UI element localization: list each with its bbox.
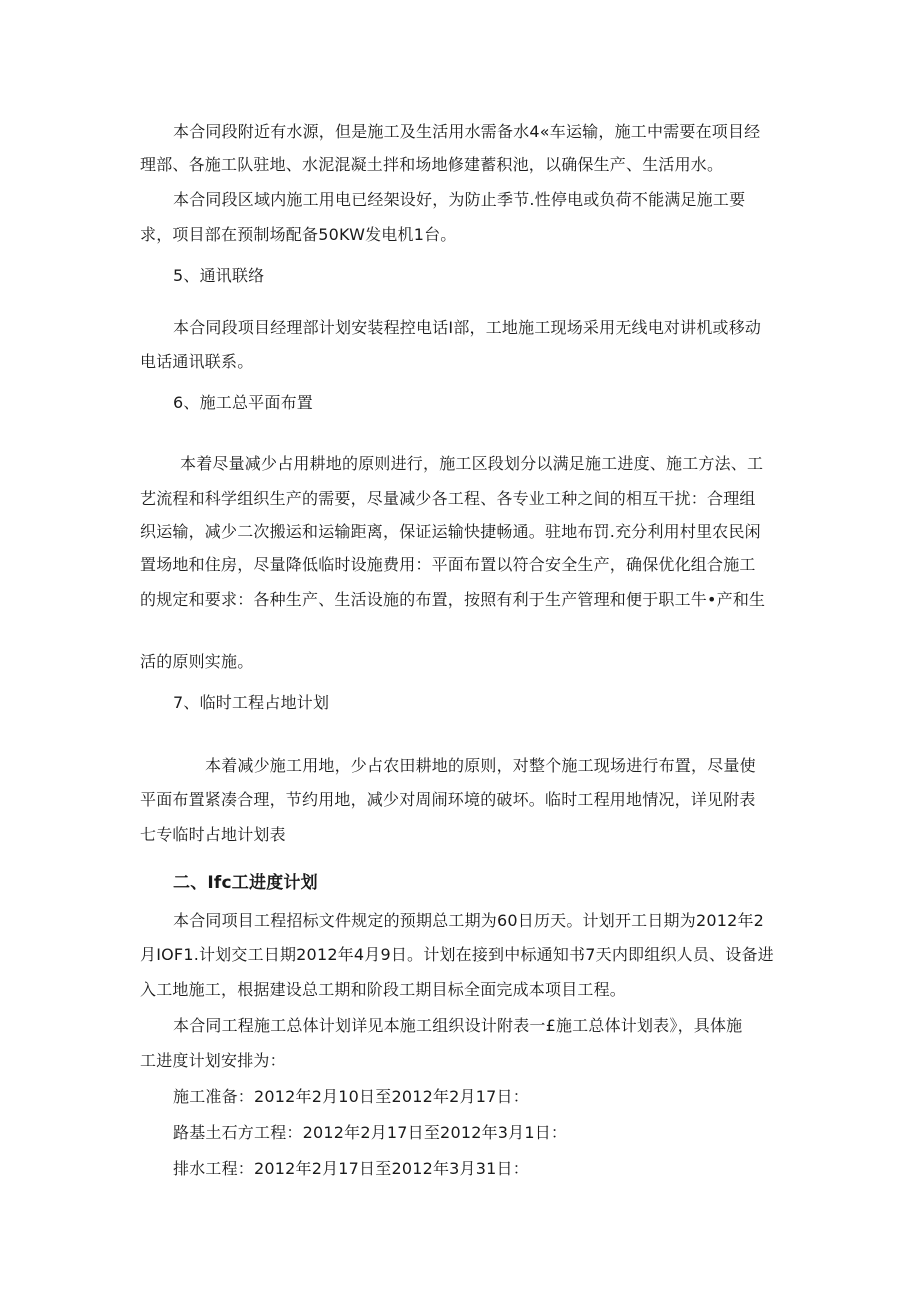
schedule-item-preparation: 施工准备：2012年2月10日至2012年2月17日： — [173, 1087, 529, 1106]
paragraph-power-line-1: 本合同段区域内施工用电已经架设好，为防止季节.性停电或负荷不能满足施工要 — [173, 190, 746, 209]
paragraph-schedule-line-2: 月IOF1.计划交工日期2012年4月9日。计划在接到中标通知书7天内即组织人员、设备进 — [140, 945, 774, 964]
paragraph-schedule-line-1: 本合同项目工程招标文件规定的预期总工期为60日历天。计划开工日期为2012年2 — [173, 911, 765, 930]
heading-site-layout: 6、施工总平面布置 — [173, 393, 313, 412]
paragraph-communication-line-1: 本合同段项目经理部计划安装程控电话I部，工地施工现场采用无线电对讲机或移动 — [173, 318, 762, 337]
paragraph-layout-line-6: 活的原则实施。 — [140, 652, 254, 671]
heading-temporary-works: 7、临时工程占地计划 — [173, 693, 330, 712]
paragraph-schedule-line-3: 入工地施工，根据建设总工期和阶段工期目标全面完成本项目工程。 — [140, 980, 627, 999]
schedule-item-earthworks: 路基土石方工程：2012年2月17日至2012年3月1日： — [173, 1123, 568, 1142]
paragraph-water-line-1: 本合同段附近有水源，但是施工及生活用水需备水4«车运输，施工中需要在项目经 — [173, 122, 761, 141]
paragraph-temporary-line-2: 平面布置紧凑合理，节约用地，减少对周闹环境的破坏。临时工程用地情况，详见附表 — [140, 790, 756, 809]
paragraph-power-line-2: 求，项目部在预制场配备50KW发电机1台。 — [140, 225, 457, 244]
paragraph-layout-line-5: 的规定和要求：各种生产、生活设施的布置，按照有利于生产管理和便于职工牛•产和生 — [140, 590, 766, 609]
paragraph-layout-line-4: 置场地和住房，尽量降低临时设施费用：平面布置以符合安全生产，确保优化组合施工 — [140, 555, 756, 574]
paragraph-layout-line-2: 艺流程和科学组织生产的需要，尽量减少各工程、各专业工种之间的相互干扰：合理组 — [140, 489, 756, 508]
paragraph-layout-line-3: 织运输，减少二次搬运和运输距离，保证运输快捷畅通。驻地布罚.充分利用村里农民闲 — [140, 522, 761, 541]
heading-communication: 5、通讯联络 — [173, 266, 265, 285]
paragraph-temporary-line-1: 本着减少施工用地，少占农田耕地的原则，对整个施工现场进行布置，尽量使 — [205, 756, 756, 775]
schedule-item-drainage: 排水工程：2012年2月17日至2012年3月31日： — [173, 1159, 529, 1178]
paragraph-water-line-2: 理部、各施工队驻地、水泥混凝土拌和场地修建蓄积池，以确保生产、生活用水。 — [140, 155, 724, 174]
paragraph-plan-line-2: 工进度计划安排为： — [140, 1051, 286, 1070]
paragraph-temporary-line-3: 七专临时占地计划表 — [140, 825, 286, 844]
heading-construction-schedule: 二、Ifc工进度计划 — [173, 873, 318, 893]
paragraph-communication-line-2: 电话通讯联系。 — [140, 352, 254, 371]
paragraph-plan-line-1: 本合同工程施工总体计划详见本施工组织设计附表一£施工总体计划表》，具体施 — [173, 1016, 743, 1035]
paragraph-layout-line-1: 本着尽量减少占用耕地的原则进行，施工区段划分以满足施工进度、施工方法、工 — [180, 454, 764, 473]
